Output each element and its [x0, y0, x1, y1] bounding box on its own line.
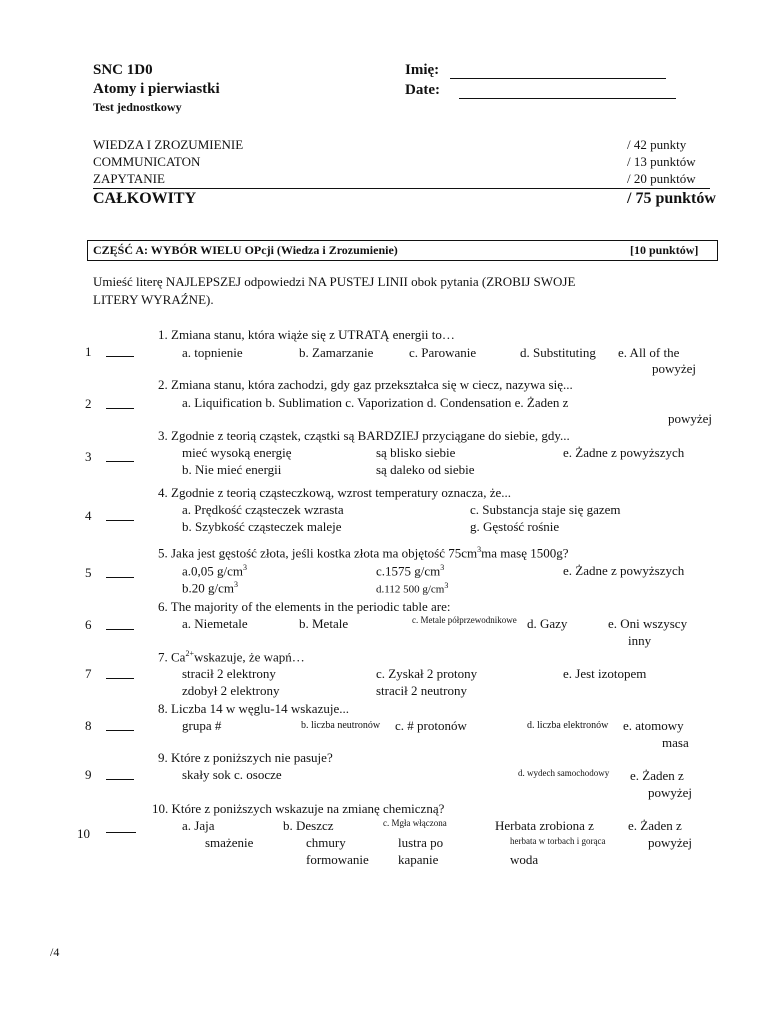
question-3-option-d: są daleko od siebie — [376, 462, 475, 477]
question-5-option-d: d.112 500 $g/cm^3$ — [376, 581, 449, 596]
question-7-option-b: zdobył 2 elektrony — [182, 683, 280, 698]
answer-number-8: 8 — [85, 718, 92, 733]
test-title: Atomy i pierwiastki — [93, 81, 220, 97]
question-4-option-c: c. Substancja staje się gazem — [470, 502, 621, 517]
question-10-option-e-cont: powyżej — [648, 835, 693, 850]
question-10-option-d-cont2: woda — [510, 852, 539, 867]
question-7-option-d: stracił 2 neutrony — [376, 683, 467, 698]
answer-blank-5[interactable] — [106, 577, 134, 578]
question-9-option-e: e. Żaden z — [630, 768, 684, 783]
question-2-option-e-cont: powyżej — [668, 411, 713, 426]
test-subtitle: Test jednostkowy — [93, 100, 182, 114]
answer-blank-7[interactable] — [106, 678, 134, 679]
question-3-text: 3. Zgodnie z teorią cząstek, cząstki są BARDZIEJ przyciągane do siebie, gdy... — [158, 428, 570, 443]
question-4-option-g: g. Gęstość rośnie — [470, 519, 560, 534]
page-score: /4 — [50, 945, 60, 959]
instructions-line-1: Umieść literę NAJLEPSZEJ odpowiedzi NA PUSTEJ LINII obok pytania (ZROBIJ SWOJE — [93, 274, 576, 289]
question-1-text: 1. Zmiana stanu, która wiąże się z UTRATĄ energii to… — [158, 327, 455, 342]
answer-number-1: 1 — [85, 344, 92, 359]
question-10-option-b: b. Deszcz — [283, 818, 334, 833]
name-field[interactable] — [450, 78, 666, 79]
question-2-options: a. Liquification b. Sublimation c. Vaporization d. Condensation e. Żaden z — [182, 395, 569, 410]
question-3-option-e: e. Żadne z powyższych — [563, 445, 685, 460]
question-10-option-c: c. Mgła włączona — [383, 818, 447, 828]
question-9-option-e-cont: powyżej — [648, 785, 693, 800]
question-6-option-d: d. Gazy — [527, 616, 568, 631]
date-field[interactable] — [459, 98, 676, 99]
question-1-option-c: c. Parowanie — [409, 345, 477, 360]
answer-number-4: 4 — [85, 508, 92, 523]
score-category-inquiry: ZAPYTANIE — [93, 171, 165, 186]
score-divider — [93, 188, 710, 189]
question-10-option-d: Herbata zrobiona z — [495, 818, 594, 833]
course-code: SNC 1D0 — [93, 62, 153, 78]
question-7-option-e: e. Jest izotopem — [563, 666, 647, 681]
answer-number-7: 7 — [85, 666, 92, 681]
question-7-option-c: c. Zyskał 2 protony — [376, 666, 478, 681]
question-10-option-b-cont2: formowanie — [306, 852, 369, 867]
question-9-option-a: skały sok c. osocze — [182, 767, 282, 782]
answer-blank-6[interactable] — [106, 629, 134, 630]
answer-blank-4[interactable] — [106, 520, 134, 521]
question-5-option-c: c.1575 $g/cm^3$ — [376, 563, 445, 579]
question-10-text: 10. Które z poniższych wskazuje na zmianę chemiczną? — [152, 801, 445, 816]
question-4-option-b: b. Szybkość cząsteczek maleje — [182, 519, 342, 534]
question-8-text: 8. Liczba 14 w węglu-14 wskazuje... — [158, 701, 349, 716]
question-5-option-a: a.0,05 $g/cm^3$ — [182, 563, 248, 579]
question-1-option-a: a. topnienie — [182, 345, 243, 360]
answer-number-9: 9 — [85, 767, 92, 782]
score-points-inquiry: / 20 punktów — [627, 171, 696, 186]
answer-blank-9[interactable] — [106, 779, 134, 780]
question-3-option-c: są blisko siebie — [376, 445, 456, 460]
question-10-option-c-cont: lustra po — [398, 835, 444, 850]
question-8-option-c: c. # protonów — [395, 718, 467, 733]
instructions-line-2: LITERY WYRAŹNE). — [93, 292, 214, 307]
question-7-text: 7. $Ca^{2+}wskazuje$, że wapń… — [158, 649, 305, 665]
answer-blank-1[interactable] — [106, 356, 134, 357]
question-1-option-d: d. Substituting — [520, 345, 596, 360]
score-category-communication: COMMUNICATON — [93, 154, 201, 169]
score-points-knowledge: / 42 punkty — [627, 137, 687, 152]
question-10-option-d-cont: herbata w torbach i gorąca — [510, 836, 606, 846]
question-6-text: 6. The majority of the elements in the periodic table are: — [158, 599, 451, 614]
answer-blank-10[interactable] — [106, 832, 136, 833]
question-2-text: 2. Zmiana stanu, która zachodzi, gdy gaz przekształca się w ciecz, nazywa się... — [158, 377, 573, 392]
question-9-text: 9. Które z poniższych nie pasuje? — [158, 750, 333, 765]
question-10-option-a: a. Jaja — [182, 818, 215, 833]
question-4-option-a: a. Prędkość cząsteczek wzrasta — [182, 502, 344, 517]
question-10-option-a-cont: smażenie — [205, 835, 254, 850]
question-8-option-a: grupa # — [182, 718, 222, 733]
score-category-knowledge: WIEDZA I ZROZUMIENIE — [93, 137, 244, 152]
question-10-option-b-cont: chmury — [306, 835, 346, 850]
question-5-option-e: e. Żadne z powyższych — [563, 563, 685, 578]
answer-number-3: 3 — [85, 449, 92, 464]
question-3-option-a: mieć wysoką energię — [182, 445, 292, 460]
question-6-option-c: c. Metale półprzewodnikowe — [412, 615, 517, 625]
answer-number-2: 2 — [85, 396, 92, 411]
section-a-points: [10 punktów] — [630, 243, 699, 257]
answer-number-5: 5 — [85, 565, 92, 580]
question-6-option-b: b. Metale — [299, 616, 349, 631]
total-points: / 75 punktów — [627, 190, 716, 207]
section-a-title: CZĘŚĆ A: WYBÓR WIELU OPcji (Wiedza i Zrozumienie) — [93, 243, 398, 257]
question-1-option-e: e. All of the — [618, 345, 680, 360]
question-5-option-b: b.20 $g/cm^3$ — [182, 580, 238, 596]
question-10-option-e: e. Żaden z — [628, 818, 682, 833]
question-6-option-e-cont: inny — [628, 633, 652, 648]
question-10-option-c-cont2: kapanie — [398, 852, 439, 867]
total-label: CAŁKOWITY — [93, 190, 197, 207]
name-label: Imię: — [405, 62, 440, 78]
answer-blank-3[interactable] — [106, 461, 134, 462]
answer-number-10: 10 — [77, 826, 90, 841]
question-8-option-e-cont: masa — [662, 735, 689, 750]
answer-blank-8[interactable] — [106, 730, 134, 731]
question-5-text: 5. Jaka jest gęstość złota, jeśli kostka złota ma objętość $75cm^3ma$ masę 1500g? — [158, 545, 569, 561]
question-1-option-b: b. Zamarzanie — [299, 345, 374, 360]
date-label: Date: — [405, 82, 440, 98]
question-6-option-a: a. Niemetale — [182, 616, 248, 631]
answer-blank-2[interactable] — [106, 408, 134, 409]
question-9-option-d: d. wydech samochodowy — [518, 768, 610, 778]
question-1-option-e-cont: powyżej — [652, 361, 697, 376]
answer-number-6: 6 — [85, 617, 92, 632]
question-3-option-b: b. Nie mieć energii — [182, 462, 282, 477]
question-8-option-e: e. atomowy — [623, 718, 684, 733]
score-points-communication: / 13 punktów — [627, 154, 696, 169]
question-8-option-b: b. liczba neutronów — [301, 720, 381, 731]
question-4-text: 4. Zgodnie z teorią cząsteczkową, wzrost temperatury oznacza, że... — [158, 485, 511, 500]
question-8-option-d: d. liczba elektronów — [527, 720, 609, 731]
question-7-option-a: stracił 2 elektrony — [182, 666, 276, 681]
question-6-option-e: e. Oni wszyscy — [608, 616, 688, 631]
